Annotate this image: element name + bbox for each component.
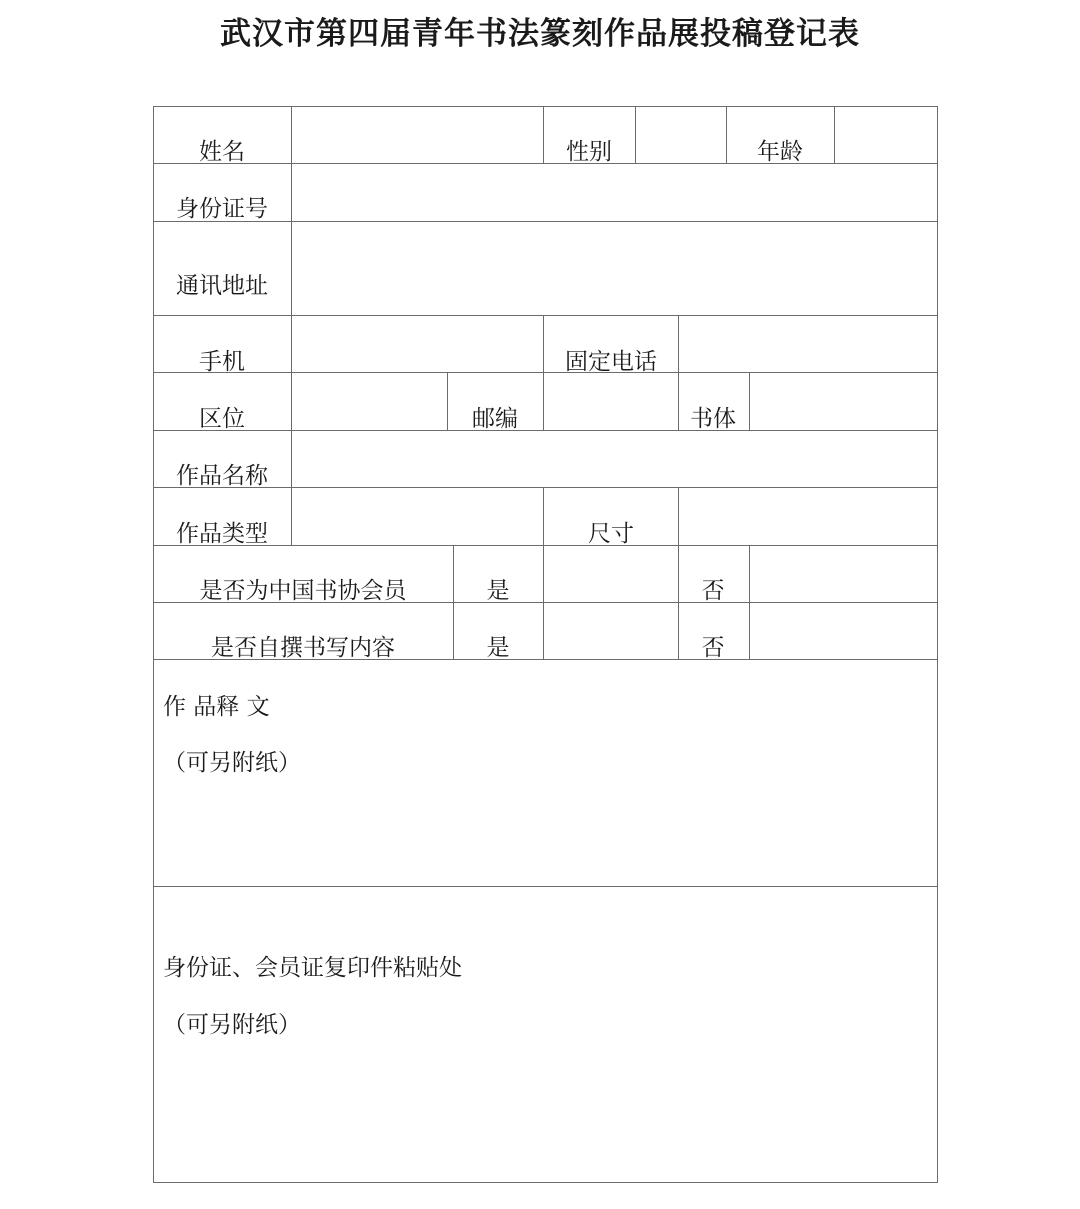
id-number-label: 身份证号 — [176, 196, 268, 222]
col-divider — [726, 106, 727, 163]
self-authored-yes-input[interactable] — [544, 603, 678, 659]
work-title-label: 作品名称 — [176, 463, 268, 489]
mobile-input[interactable] — [292, 316, 543, 372]
script-style-input[interactable] — [750, 373, 937, 430]
age-input[interactable] — [835, 107, 937, 163]
name-label: 姓名 — [199, 139, 245, 165]
script-style-label: 书体 — [690, 406, 736, 432]
landline-label: 固定电话 — [565, 349, 657, 375]
postcode-input[interactable] — [544, 373, 678, 430]
id-copy-note: （可另附纸） — [163, 1012, 301, 1038]
cca-member-no-label: 否 — [701, 578, 725, 604]
col-divider — [678, 545, 679, 659]
work-type-label: 作品类型 — [176, 521, 268, 547]
name-input[interactable] — [292, 107, 543, 163]
interpretation-heading: 作 品释 文 — [163, 694, 270, 720]
work-type-input[interactable] — [292, 488, 543, 545]
address-input[interactable] — [292, 222, 937, 315]
size-input[interactable] — [679, 488, 937, 545]
id-copy-heading: 身份证、会员证复印件粘贴处 — [163, 955, 462, 981]
self-authored-no-input[interactable] — [750, 603, 937, 659]
col-divider — [453, 545, 454, 659]
landline-input[interactable] — [679, 316, 937, 372]
gender-label: 性别 — [566, 139, 612, 165]
mobile-label: 手机 — [199, 349, 245, 375]
col-divider — [447, 372, 448, 430]
postcode-label: 邮编 — [472, 406, 518, 432]
form-title: 武汉市第四届青年书法篆刻作品展投稿登记表 — [220, 16, 860, 52]
id-number-input[interactable] — [292, 164, 937, 221]
cca-member-no-input[interactable] — [750, 546, 937, 602]
self-authored-no-label: 否 — [701, 635, 725, 661]
district-input[interactable] — [292, 373, 447, 430]
cca-member-label: 是否为中国书协会员 — [199, 578, 407, 604]
district-label: 区位 — [199, 406, 245, 432]
work-title-input[interactable] — [292, 431, 937, 487]
col-divider — [543, 315, 544, 372]
self-authored-yes-label: 是 — [486, 635, 510, 661]
cca-member-yes-input[interactable] — [544, 546, 678, 602]
col-divider — [543, 106, 544, 163]
gender-input[interactable] — [636, 107, 726, 163]
interpretation-note: （可另附纸） — [163, 750, 301, 776]
row-divider — [153, 886, 938, 887]
col-divider — [543, 487, 544, 545]
cca-member-yes-label: 是 — [486, 578, 510, 604]
self-authored-label: 是否自撰书写内容 — [211, 635, 395, 661]
age-label: 年龄 — [757, 139, 803, 165]
address-label: 通讯地址 — [176, 273, 268, 299]
col-divider — [678, 372, 679, 430]
size-label: 尺寸 — [588, 521, 634, 547]
